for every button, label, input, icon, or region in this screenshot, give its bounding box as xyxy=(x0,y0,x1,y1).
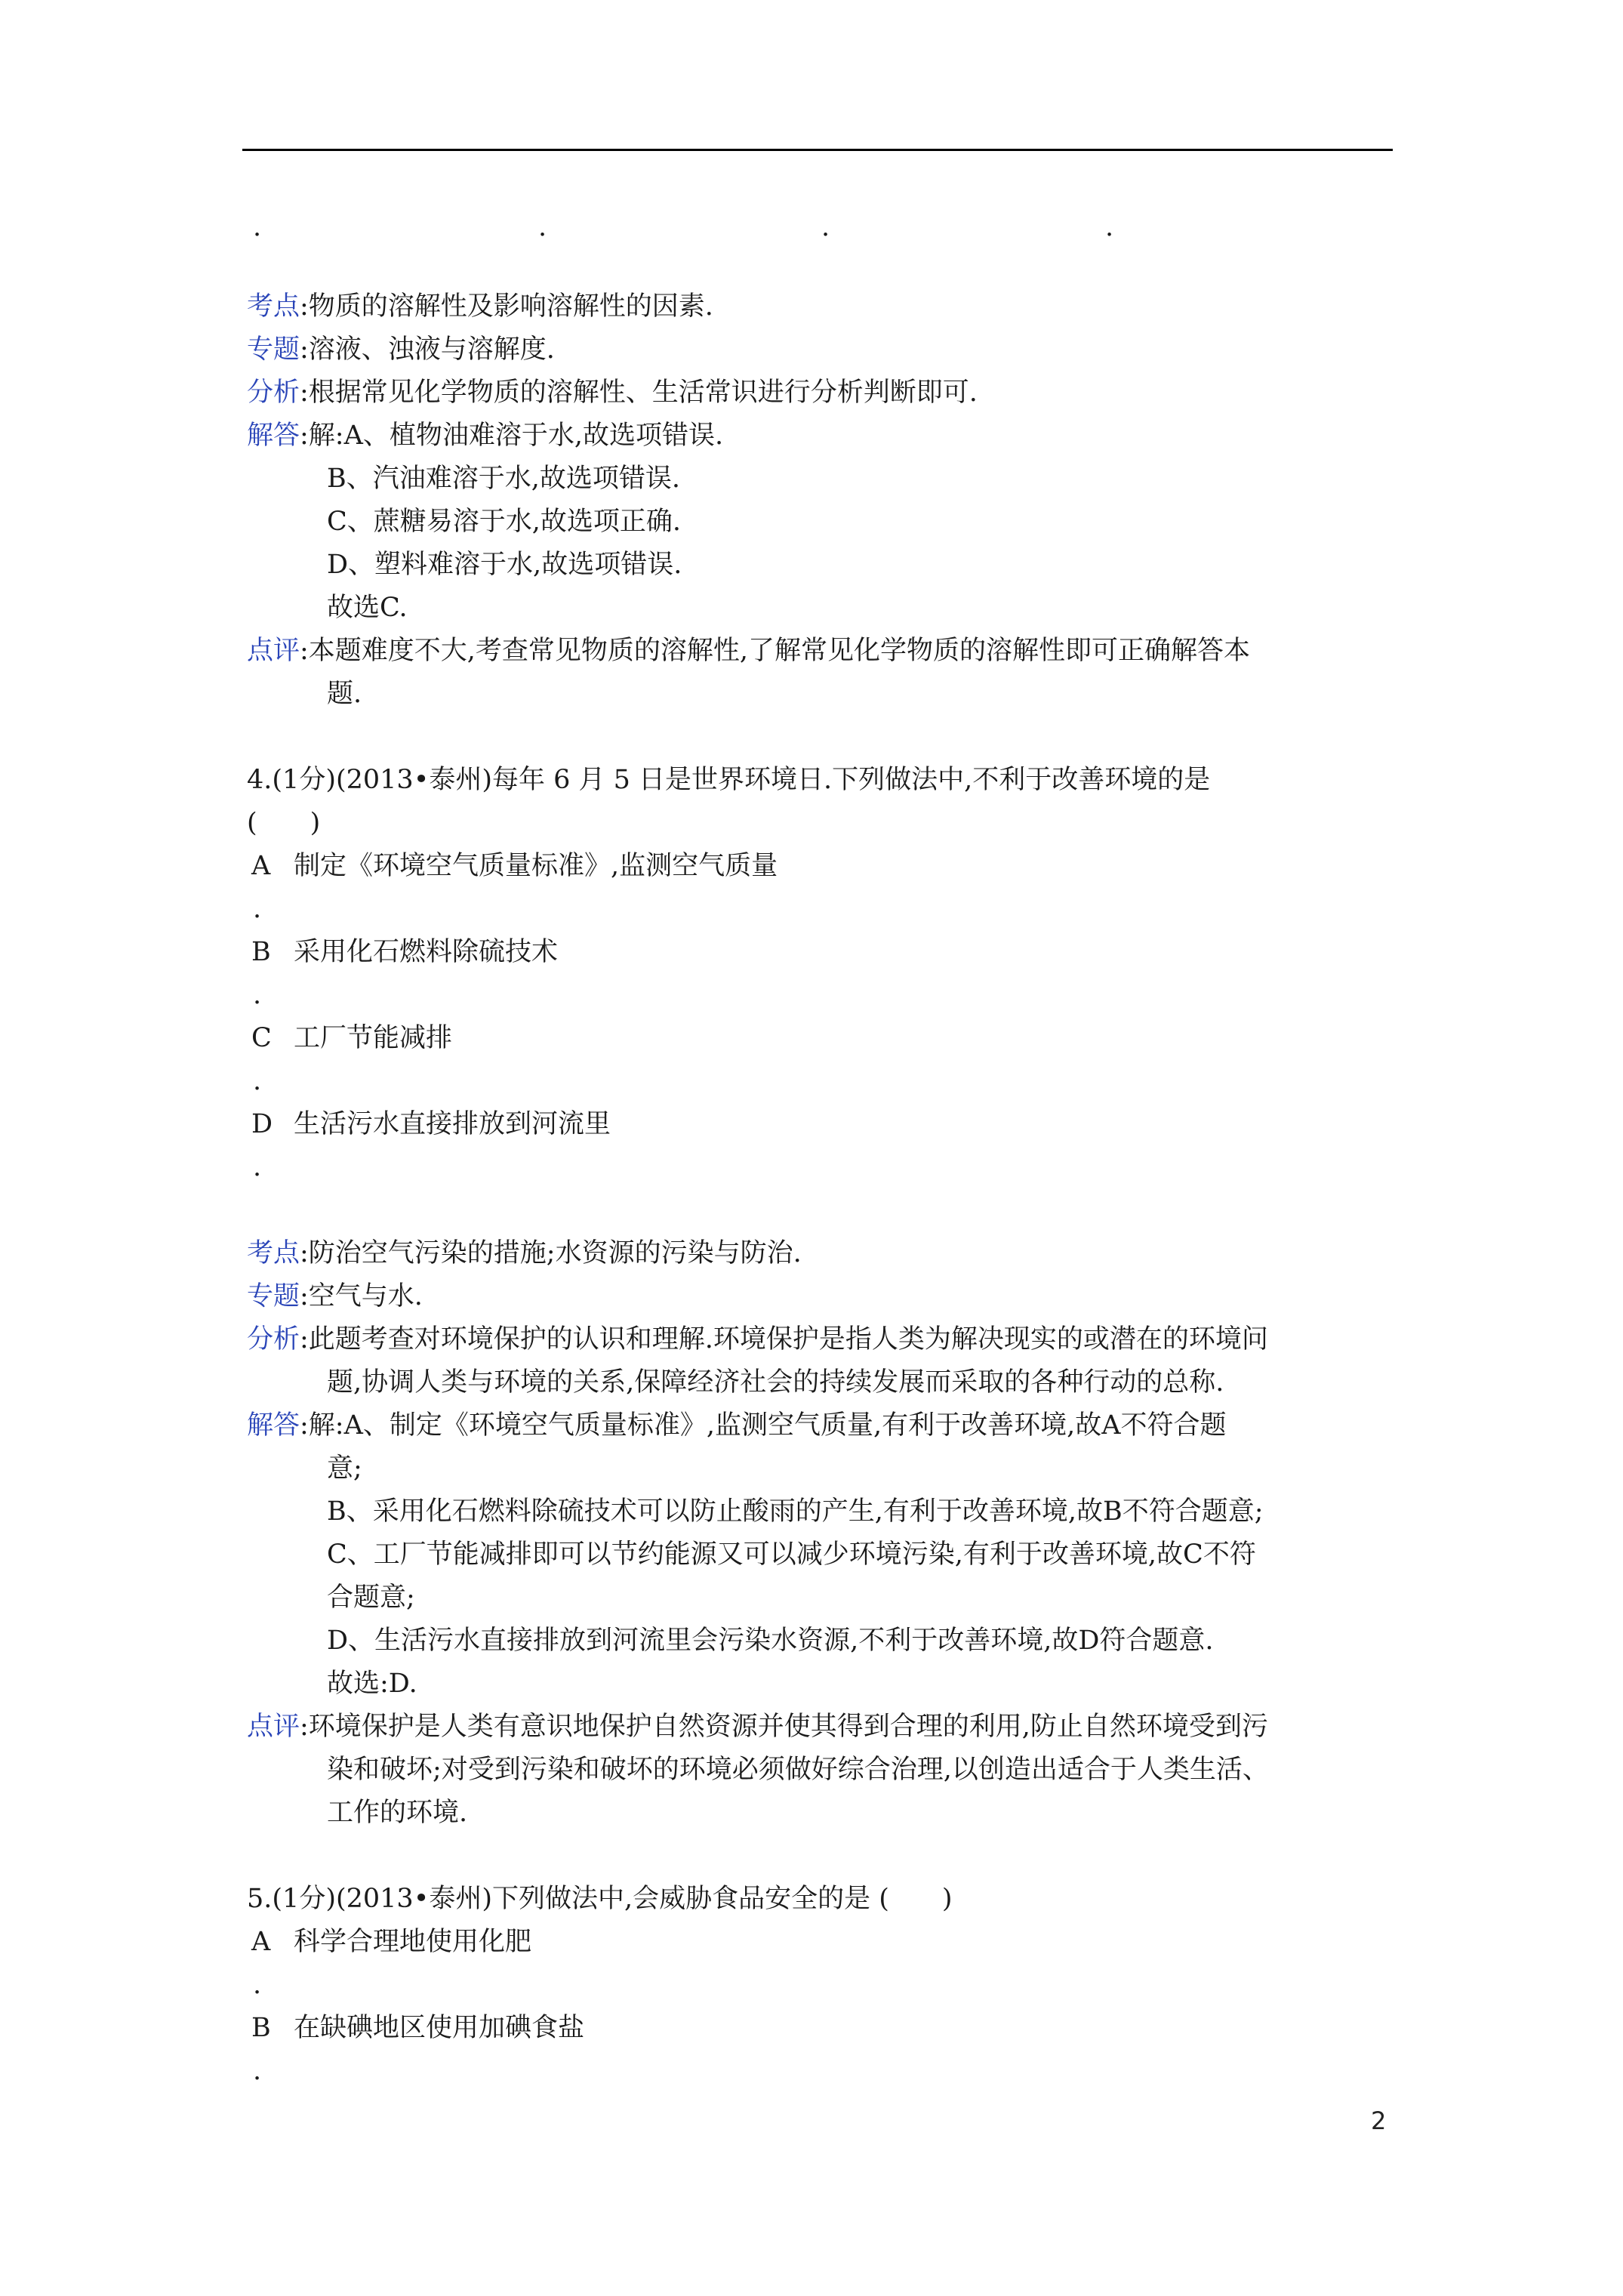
option-dot: . xyxy=(253,1066,262,1096)
jieda-text: 意; xyxy=(327,1453,362,1484)
option-letter: B xyxy=(251,2013,271,2043)
jieda-text: 故选:D. xyxy=(327,1669,417,1699)
jieda-text: D、塑料难溶于水,故选项错误. xyxy=(327,550,682,580)
jieda-text: D、生活污水直接排放到河流里会污染水资源,不利于改善环境,故D符合题意. xyxy=(327,1626,1214,1656)
option-dot: . xyxy=(253,894,262,924)
jieda-text: 故选C. xyxy=(327,593,408,623)
jieda-label: 解答 xyxy=(247,1410,300,1441)
option-dot: . xyxy=(253,1152,262,1182)
option-dot: . xyxy=(253,1970,262,2000)
fenxi-text: :此题考查对环境保护的认识和理解.环境保护是指人类为解决现实的或潜在的环境问 xyxy=(300,1324,1268,1354)
option-text: 生活污水直接排放到河流里 xyxy=(294,1109,611,1139)
kaodian-text: :防治空气污染的措施;水资源的污染与防治. xyxy=(300,1238,802,1268)
dianping-label: 点评 xyxy=(247,636,300,666)
jieda-text: 合题意; xyxy=(327,1583,415,1613)
fenxi-label: 分析 xyxy=(247,378,300,408)
header-rule xyxy=(242,149,1393,151)
option-letter: A xyxy=(251,851,271,881)
kaodian-label: 考点 xyxy=(247,1238,300,1268)
dianping-label: 点评 xyxy=(247,1712,300,1742)
jieda-text: C、工厂节能减排即可以节约能源又可以减少环境污染,有利于改善环境,故C不符 xyxy=(327,1539,1256,1570)
option-letter: C xyxy=(251,1023,272,1053)
option-dot: . xyxy=(821,212,830,242)
fenxi-text: :根据常见化学物质的溶解性、生活常识进行分析判断即可. xyxy=(300,378,978,408)
kaodian-label: 考点 xyxy=(247,291,300,322)
option-dot: . xyxy=(253,2056,262,2086)
jieda-text: B、汽油难溶于水,故选项错误. xyxy=(327,464,680,494)
fenxi-text: 题,协调人类与环境的关系,保障经济社会的持续发展而采取的各种行动的总称. xyxy=(327,1367,1224,1398)
answer-blank: ( ) xyxy=(247,808,321,838)
option-dot: . xyxy=(538,212,547,242)
page-number: 2 xyxy=(1371,2106,1387,2135)
jieda-text: C、蔗糖易溶于水,故选项正确. xyxy=(327,507,682,537)
dianping-text: :本题难度不大,考查常见物质的溶解性,了解常见化学物质的溶解性即可正确解答本 xyxy=(300,636,1251,666)
dianping-text: 题. xyxy=(327,679,362,709)
option-text: 采用化石燃料除硫技术 xyxy=(294,937,559,967)
option-dot: . xyxy=(253,212,262,242)
jieda-text: :解:A、制定《环境空气质量标准》,监测空气质量,有利于改善环境,故A不符合题 xyxy=(300,1410,1227,1441)
option-text: 制定《环境空气质量标准》,监测空气质量 xyxy=(294,851,778,881)
fenxi-label: 分析 xyxy=(247,1324,300,1354)
jieda-text: B、采用化石燃料除硫技术可以防止酸雨的产生,有利于改善环境,故B不符合题意; xyxy=(327,1496,1264,1527)
dianping-text: :环境保护是人类有意识地保护自然资源并使其得到合理的利用,防止自然环境受到污 xyxy=(300,1712,1268,1742)
jieda-text: :解:A、植物油难溶于水,故选项错误. xyxy=(300,421,724,451)
zhuanti-text: :空气与水. xyxy=(300,1281,423,1311)
option-text: 在缺碘地区使用加碘食盐 xyxy=(294,2013,585,2043)
option-letter: D xyxy=(251,1109,273,1139)
option-text: 工厂节能减排 xyxy=(294,1023,453,1053)
option-text: 科学合理地使用化肥 xyxy=(294,1927,532,1957)
zhuanti-text: :溶液、浊液与溶解度. xyxy=(300,334,555,365)
kaodian-text: :物质的溶解性及影响溶解性的因素. xyxy=(300,291,713,322)
dianping-text: 工作的环境. xyxy=(327,1798,468,1828)
question-stem: 4.(1分)(2013•泰州)每年 6 月 5 日是世界环境日.下列做法中,不利于改善环境的是 xyxy=(247,765,1211,795)
zhuanti-label: 专题 xyxy=(247,334,300,365)
option-letter: A xyxy=(251,1927,271,1957)
option-letter: B xyxy=(251,937,271,967)
question-stem: 5.(1分)(2013•泰州)下列做法中,会威胁食品安全的是 ( ) xyxy=(247,1884,953,1914)
dianping-text: 染和破坏;对受到污染和破坏的环境必须做好综合治理,以创造出适合于人类生活、 xyxy=(327,1755,1269,1785)
jieda-label: 解答 xyxy=(247,421,300,451)
zhuanti-label: 专题 xyxy=(247,1281,300,1311)
option-dot: . xyxy=(1105,212,1114,242)
option-dot: . xyxy=(253,980,262,1010)
